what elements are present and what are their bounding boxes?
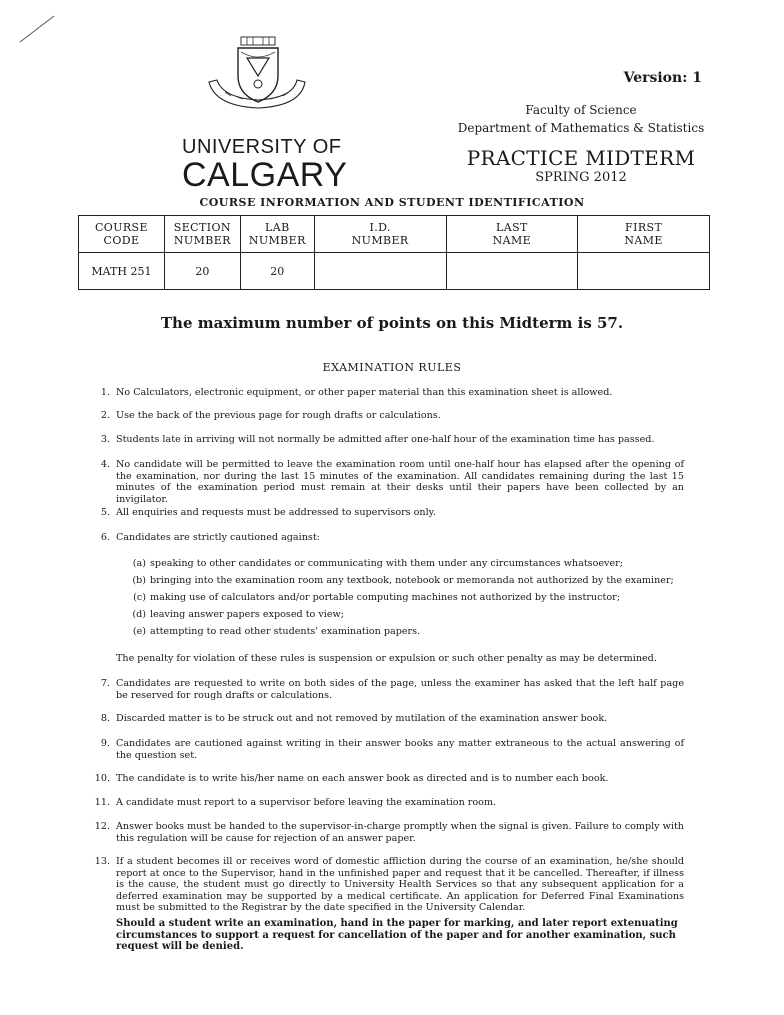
department-name: Department of Mathematics & Statistics: [457, 121, 705, 135]
max-points-statement: The maximum number of points on this Midterm is 57.: [160, 314, 624, 332]
course-code-value: MATH 251: [79, 253, 165, 290]
column-header-lab-number: LAB NUMBER: [240, 216, 314, 253]
table-value-row: [79, 253, 710, 290]
faculty-name: Faculty of Science: [525, 103, 637, 117]
university-name-line1: UNIVERSITY OF: [182, 136, 342, 158]
column-header-section-number: SECTION NUMBER: [164, 216, 240, 253]
pen-stroke-mark: [18, 14, 58, 44]
column-header-first-name: FIRST NAME: [578, 216, 710, 253]
identification-table: [78, 215, 710, 290]
column-header-last-name: LAST NAME: [446, 216, 578, 253]
first-name-field[interactable]: [578, 253, 710, 290]
rules-title: EXAMINATION RULES: [322, 361, 462, 374]
penalty-statement: The penalty for violation of these rules is suspension or expulsion or such other penalty as may be determined.: [116, 653, 657, 664]
exam-term: SPRING 2012: [535, 170, 627, 185]
table-header-row: [79, 216, 710, 253]
lab-number-value: 20: [240, 253, 314, 290]
university-name-line2: CALGARY: [182, 156, 348, 194]
section-number-value: 20: [164, 253, 240, 290]
last-name-field[interactable]: [446, 253, 578, 290]
column-header-course-code: COURSE CODE: [79, 216, 165, 253]
faculty-block: [456, 101, 706, 137]
column-header-id-number: I.D. NUMBER: [314, 216, 446, 253]
identification-heading: COURSE INFORMATION AND STUDENT IDENTIFICATION: [199, 196, 585, 209]
cancellation-warning: Should a student write an examination, hand in the paper for marking, and later report extenuating circumstances to support a request for cancellation of the paper and for another examination, such request will be denied.: [116, 918, 678, 953]
exam-title: PRACTICE MIDTERM: [466, 146, 696, 170]
exam-cover-page: UNIVERSITY OF CALGARY Version: 1 Faculty of Science Department of Mathematics & Statistics PRACTICE MIDTERM SPRING 2012 COURSE INFORMATION AND STUDENT IDENTIFICATION COURSE CODE SECTION NUMBER LAB NUMBER I.D. NUMBER LAST NAME FIRST NAME MATH 251 20 20 The maximum number of points on this Midterm is 57. EXAMINATION RULES 1. No Calculators, electronic equipment, or other paper material than this examination sheet is allowed. 2. Use the back of the previous page for rough drafts or calculations. 3. Students late in arriving will not normally be admitted after one-half hour of the examination time has passed. 4. No candidate will be permitted to leave the examination room until one-half hour has elapsed after the opening of the examination, nor during the last 15 minutes of the examination. All candidates remaining during the last 15 minutes of the examination period must remain at their desks until their papers have been collected by an invigilator. 5. All enquiries and requests must be addressed to supervisors only. 6. Candidates are strictly cautioned against: (a) speaking to other candidates or communicating with them under any circumstances whatsoever; (b) bringing into the examination room any textbook, notebook or memoranda not authorized by the examiner; (c) making use of calculators and/or portable computing machines not authorized by the instructor; (d) leaving answer papers exposed to view; (e) attempting to read other students' examination papers. The penalty for violation of these rules is suspension or expulsion or such other penalty as may be determined. 7. Candidates are requested to write on both sides of the page, unless the examiner has asked that the left half page be reserved for rough drafts or calculations. 8. Discarded matter is to be struck out and not removed by mutilation of the examination answer book. 9. Candidates are cautioned against writing in their answer books any matter extraneous to the actual answering of the question set. 10. The candidate is to write his/her name on each answer book as directed and is to number each book. 11. A candidate must report to a supervisor before leaving the examination room. 12. Answer books must be handed to the supervisor-in-charge promptly when the signal is given. Failure to comply with this regulation will be cause for rejection of an answer paper. 13. If a student becomes ill or receives word of domestic affliction during the course of an examination, he/she should report at once to the Supervisor, hand in the unfinished paper and request that it be cancelled. Thereafter, if illness is the cause, the student must go directly to University Health Services so that any subsequent application for a deferred examination may be supported by a medical certificate. An application for Deferred Final Examinations must be submitted to the Registrar by the date specified in the University Calendar. Should a student write an examination, hand in the paper for marking, and later report extenuating circumstances to support a request for cancellation of the paper and for another examination, such request will be denied.: [0, 0, 784, 1015]
id-number-field[interactable]: [314, 253, 446, 290]
version-label: Version: 1: [623, 70, 702, 86]
university-crest-icon: [205, 36, 309, 112]
